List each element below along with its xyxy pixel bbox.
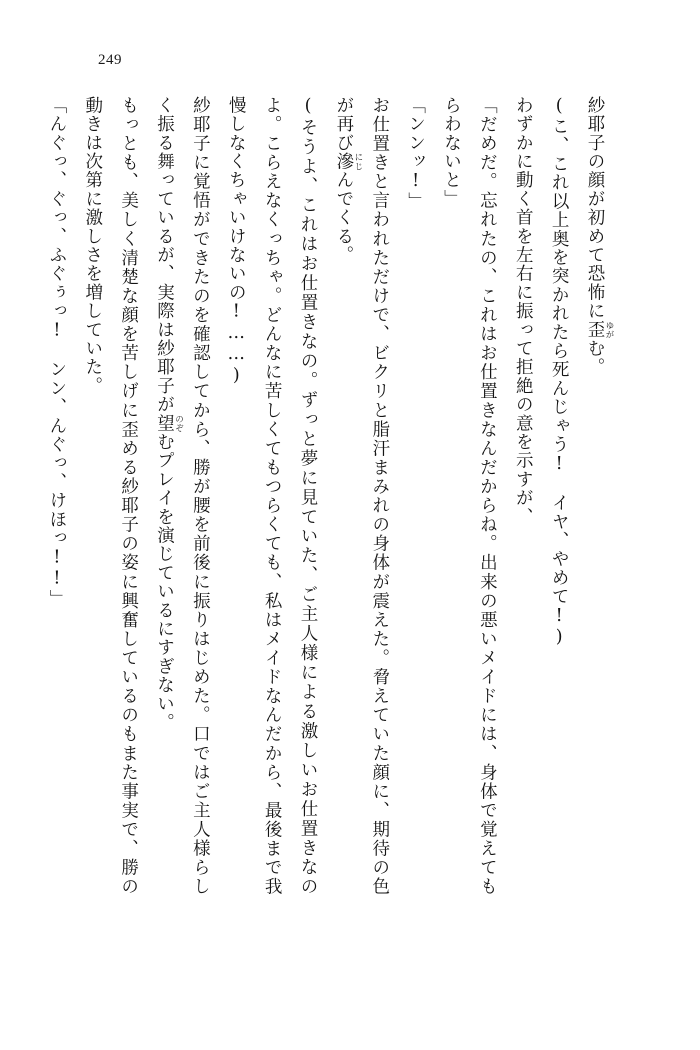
ruby-nozo: 望 のぞ bbox=[154, 413, 184, 433]
paragraph-9: もっとも、美しく清楚な顔を苦しげに歪める紗耶子の姿に興奮しているのもまた事実で、勝の動きは次第に激しさを増していた。 bbox=[82, 96, 139, 896]
paragraph-6: お仕置きと言われただけで、ビクリと脂汗まみれの身体が震えた。脅えていた顔に、期待の色が再び滲 にじんでくる。 bbox=[333, 96, 390, 896]
paragraph-3: わずかに動く首を左右に振って拒絶の意を示すが、 bbox=[513, 96, 534, 527]
paragraph-1: 紗耶子の顔が初めて恐怖に歪 ゆがむ。 bbox=[585, 96, 614, 377]
page-number: 249 bbox=[98, 52, 122, 68]
paragraph-4: 「だめだ。忘れたの、これはお仕置きなんだからね。出来の悪いメイドには、身体で覚えてもらわないと」 bbox=[441, 96, 498, 896]
paragraph-8: 紗耶子に覚悟ができたのを確認してから、勝が腰を前後に振りはじめた。口ではご主人様らしく振る舞っているが、実際は紗耶子が望 のぞむプレイを演じているにすぎない。 bbox=[154, 96, 211, 896]
paragraph-7: (そうよ、これはお仕置きなの。ずっと夢に見ていた、ご主人様による激しいお仕置きなのよ。こらえなくっちゃ。どんなに苦しくてもつらくても、私はメイドなんだから、最後まで我慢しなくちゃいけないの!……) bbox=[226, 96, 318, 896]
ruby-niji: 滲 にじ bbox=[333, 152, 363, 171]
paragraph-5: 「ンンッ!」 bbox=[405, 96, 426, 211]
ruby-yuga: 歪 ゆが bbox=[585, 320, 614, 340]
page-body-text bbox=[46, 96, 614, 896]
paragraph-10: 「んぐっ、ぐっ、ふぐぅっ! ンン、んぐっ、けほっ!!」 bbox=[46, 96, 67, 609]
paragraph-2: (こ、これ以上奥を突かれたら死んじゃう! イヤ、やめて!) bbox=[549, 96, 570, 649]
